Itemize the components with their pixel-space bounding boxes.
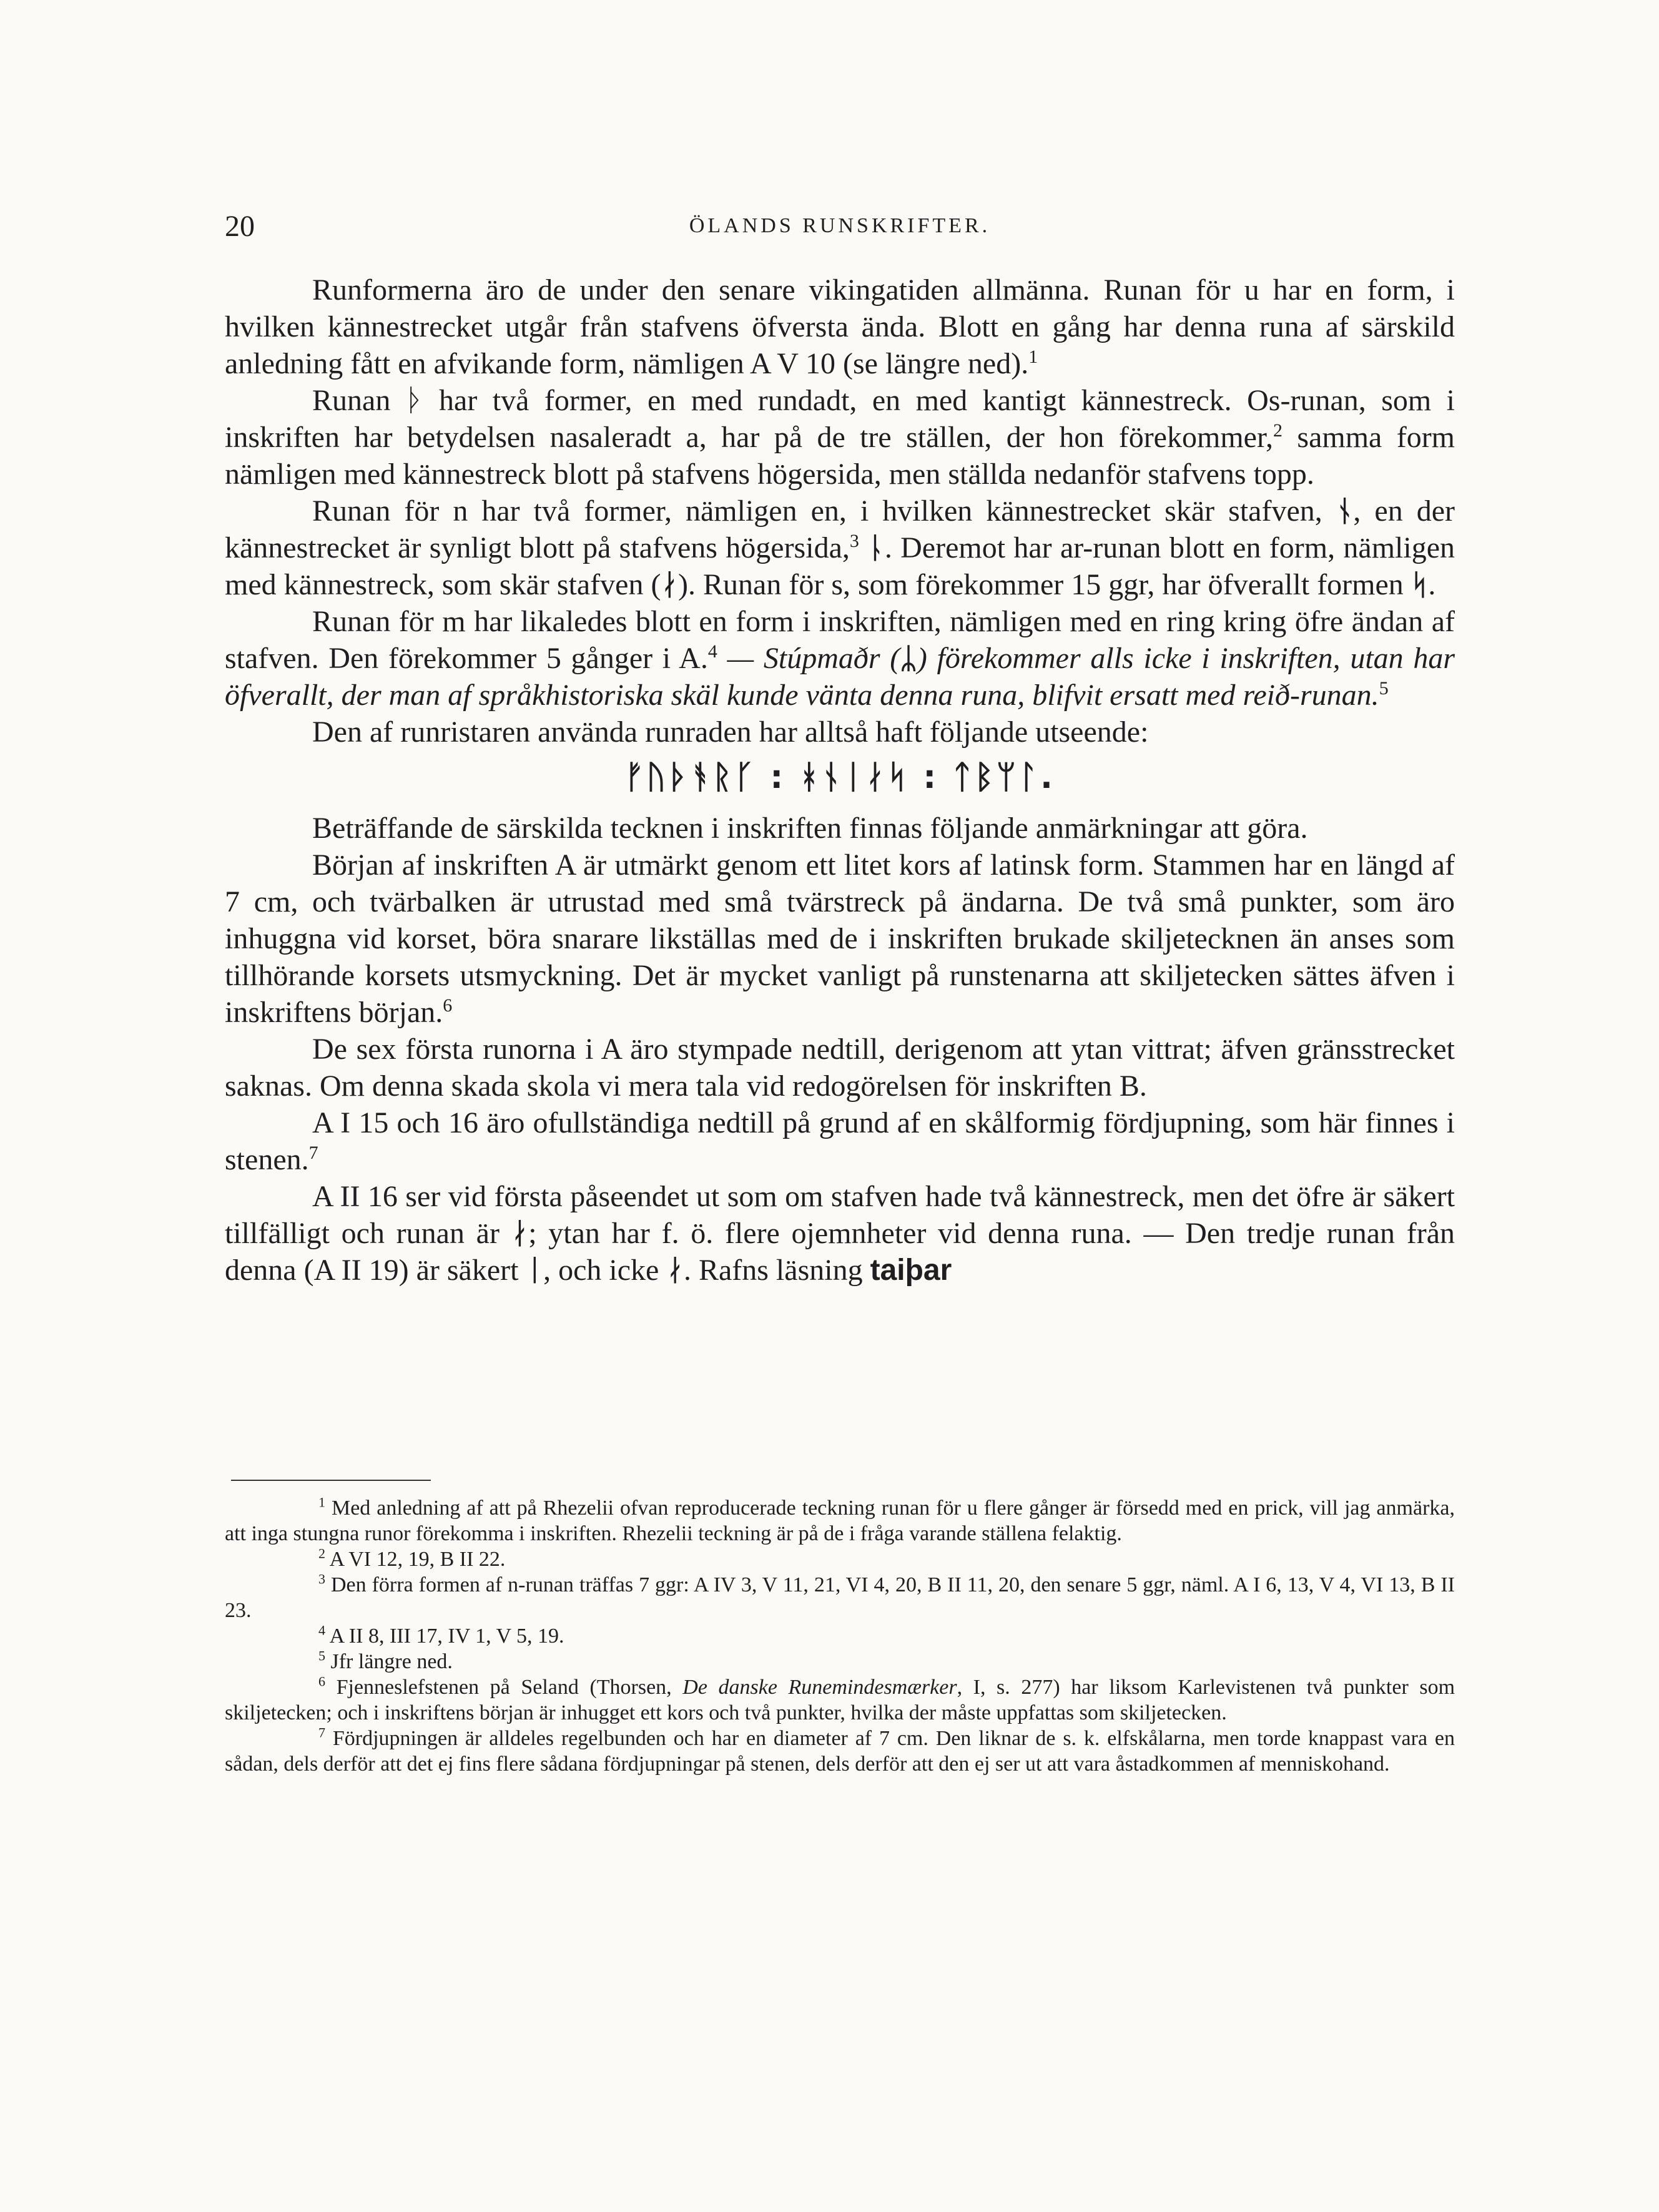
ar-rune-icon: ᛅ bbox=[661, 568, 679, 601]
footnote-divider bbox=[231, 1480, 431, 1481]
footnote-6-title: De danske Runemindesmærker bbox=[682, 1676, 957, 1699]
footnote-ref-7: 7 bbox=[308, 1143, 318, 1163]
footnote-5-text: Jfr längre ned. bbox=[330, 1650, 453, 1673]
paragraph-4-text-b: — Stúpmaðr ( bbox=[727, 642, 900, 675]
footnote-ref-1: 1 bbox=[1028, 347, 1038, 367]
footnote-3-text: Den förra formen af n-runan träffas 7 ggr: A IV 3, V 11, 21, VI 4, 20, B II 11, 20, den senare 5 ggr, näml. A I 6, 13, V 4, VI 13, B II 23. bbox=[225, 1573, 1455, 1622]
footnote-4-text: A II 8, III 17, IV 1, V 5, 19. bbox=[329, 1625, 564, 1648]
footnote-6-marker: 6 bbox=[318, 1673, 325, 1689]
page-number: 20 bbox=[225, 210, 255, 243]
footnote-2-text: A VI 12, 19, B II 22. bbox=[329, 1548, 506, 1571]
paragraph-10-text-b: ; ytan har f. ö. flere ojemnheter vid denna runa. — Den tredje runan från denna (A II 19) är säkert bbox=[225, 1217, 1455, 1287]
ar-rune-icon: ᛅ bbox=[666, 1253, 684, 1287]
footnote-ref-5: 5 bbox=[1379, 678, 1389, 699]
paragraph-3-text-b: , en der kännestrecket är synligt blott på stafvens högersida, bbox=[225, 494, 1455, 564]
body-text bbox=[225, 272, 1455, 1289]
footnote-ref-2: 2 bbox=[1273, 420, 1283, 441]
paragraph-3: Runan för n har två former, nämligen en, i hvilken kännestrecket skär stafven, ᚾ, en der kännestrecket är synligt blott på stafvens högersida,$^3$ ᚿ. Deremot har ar-runan blott en form, nämligen med kännestreck, som skär stafven (ᛅ). Runan för s, som förekommer 15 ggr, har öfverallt formen ᛋ. bbox=[225, 494, 1455, 601]
footnote-4 bbox=[225, 1623, 1455, 1649]
paragraph-10 bbox=[225, 1178, 1455, 1289]
paragraph-1 bbox=[225, 272, 1455, 382]
paragraph-8: De sex första runorna i A äro stympade nedtill, derigenom att ytan vittrat; äfven gränsstrecket saknas. Om denna skada skola vi mera tala vid redogörelsen för inskriften B. bbox=[225, 1033, 1455, 1103]
s-rune-icon: ᛋ bbox=[1410, 568, 1429, 601]
footnote-3 bbox=[225, 1572, 1455, 1623]
paragraph-3-text-c: . Deremot har ar-runan blott en form, nämligen med kännestreck, som skär stafven ( bbox=[225, 531, 1455, 601]
paragraph-1-text: Runformerna äro de under den senare vikingatiden allmänna. Runan för u har en form, i hvilken kännestrecket utgår från stafvens öfversta ända. Blott en gång har denna runa af särskild anledning fått en afvikande form, nämligen A V 10 (se längre ned). bbox=[225, 273, 1455, 380]
footnote-1 bbox=[225, 1495, 1455, 1546]
page-header bbox=[225, 209, 1455, 247]
futhark-rune-row: ᚠᚢᚦᚬᚱᚴ : ᚼᚾᛁᛅᛋ : ᛏᛒᛘᛚ. bbox=[624, 759, 1055, 796]
paragraph-10-text-a: A II 16 ser vid första påseendet ut som om stafven hade två kännestreck, men det öfre är säkert tillfälligt och runan är bbox=[225, 1180, 1455, 1250]
paragraph-4-text-c: ) förekommer alls icke i inskriften, utan har öfverallt, der man af språkhistoriska skäl kunde vänta denna runa, blifvit ersatt med reið-runan. bbox=[225, 642, 1455, 712]
paragraph-10-text-d: . Rafns läsning bbox=[683, 1254, 863, 1287]
footnote-ref-4: 4 bbox=[707, 641, 717, 662]
stupmadr-rune-icon: ᛦ bbox=[900, 641, 917, 675]
paragraph-3-text-a: Runan för n har två former, nämligen en, i hvilken kännestrecket skär stafven, bbox=[312, 494, 1322, 528]
ar-rune-icon: ᛅ bbox=[511, 1216, 529, 1250]
n-rune-icon: ᚾ bbox=[1336, 494, 1354, 528]
i-rune-icon: ᛁ bbox=[526, 1253, 544, 1287]
short-n-rune-icon: ᚿ bbox=[867, 531, 885, 564]
paragraph-7-text: Början af inskriften A är utmärkt genom ett litet kors af latinsk form. Stammen har en längd af 7 cm, och tvärbalken är utrustad med små tvärstreck på ändarna. De två små punkter, som äro inhuggna vid korset, böra snarare likställas med de i inskriften brukade skiljetecknen än anses som tillhörande korsets utsmyckning. Det är mycket vanligt på runstenarna att skiljetecken sättes äfven i inskriftens början. bbox=[225, 848, 1455, 1029]
footnote-7-text: Fördjupningen är alldeles regelbunden och har en diameter af 7 cm. Den liknar de s. k. elfskålarna, men torde knappast vara en sådan, dels derför att det ej fins flere sådana fördjupningar på stenen, dels derför att den ej ser ut att vara åstadkommen af menniskohand. bbox=[225, 1727, 1455, 1776]
footnote-4-marker: 4 bbox=[318, 1622, 325, 1638]
footnote-1-marker: 1 bbox=[318, 1494, 325, 1510]
footnote-ref-3: 3 bbox=[849, 531, 859, 551]
footnote-5-marker: 5 bbox=[318, 1648, 325, 1664]
paragraph-6: Beträffande de särskilda tecknen i inskriften finnas följande anmärkningar att göra. bbox=[312, 812, 1308, 845]
paragraph-9-text: A I 15 och 16 äro ofullständiga nedtill på grund af en skålformig fördjupning, som här finnes i stenen. bbox=[225, 1106, 1455, 1176]
paragraph-2 bbox=[225, 382, 1455, 493]
paragraph-5: Den af runristaren använda runraden har alltså haft följande utseende: bbox=[312, 715, 1149, 749]
footnote-1-text: Med anledning af att på Rhezelii ofvan reproducerade teckning runan för u flere gånger är försedd med en prick, vill jag anmärka, att inga stungna runor förekomma i inskriften. Rhezelii teckning är på de i fråga varande ställena felaktig. bbox=[225, 1497, 1455, 1545]
paragraph-2-text: Runan ᚦ har två former, en med rundadt, en med kantigt kännestreck. Os-runan, som i inskriften har betydelsen nasaleradt a, har på de tre ställen, der hon förekommer, bbox=[225, 384, 1455, 454]
paragraph-3-text-d: ). Runan för s, som förekommer 15 ggr, har öfverallt formen bbox=[678, 568, 1404, 601]
footnote-6-text-a: Fjenneslefstenen på Seland (Thorsen, bbox=[336, 1676, 672, 1699]
footnote-2 bbox=[225, 1546, 1455, 1572]
paragraph-9 bbox=[225, 1104, 1455, 1178]
running-title: ÖLANDS RUNSKRIFTER. bbox=[689, 214, 991, 237]
footnote-6-text-b: , I, s. 277) har liksom Karlevistenen två punkter som skiljetecken; och i inskriftens början är inhugget ett kors och två punkter, hvilka der måste uppfattas som skiljetecken. bbox=[225, 1676, 1455, 1724]
rafn-reading: taiþar bbox=[870, 1254, 952, 1287]
footnote-3-marker: 3 bbox=[318, 1571, 325, 1587]
paragraph-4-text-a: Runan för m har likaledes blott en form i inskriften, nämligen med en ring kring öfre ändan af stafven. Den förekommer 5 gånger i A. bbox=[225, 605, 1455, 675]
footnote-7-marker: 7 bbox=[318, 1724, 325, 1741]
paragraph-7 bbox=[225, 847, 1455, 1031]
footnote-ref-6: 6 bbox=[443, 995, 453, 1016]
footnote-5 bbox=[225, 1649, 1455, 1674]
paragraph-2-text-b: samma form nämligen med kännestreck blott på stafvens högersida, men ställda nedanför stafvens topp. bbox=[225, 421, 1455, 491]
footnote-2-marker: 2 bbox=[318, 1545, 325, 1561]
paragraph-4 bbox=[225, 603, 1455, 714]
footnotes bbox=[225, 1495, 1455, 1777]
paragraph-10-text-c: , och icke bbox=[543, 1254, 659, 1287]
footnote-7 bbox=[225, 1726, 1455, 1777]
footnote-6 bbox=[225, 1674, 1455, 1726]
